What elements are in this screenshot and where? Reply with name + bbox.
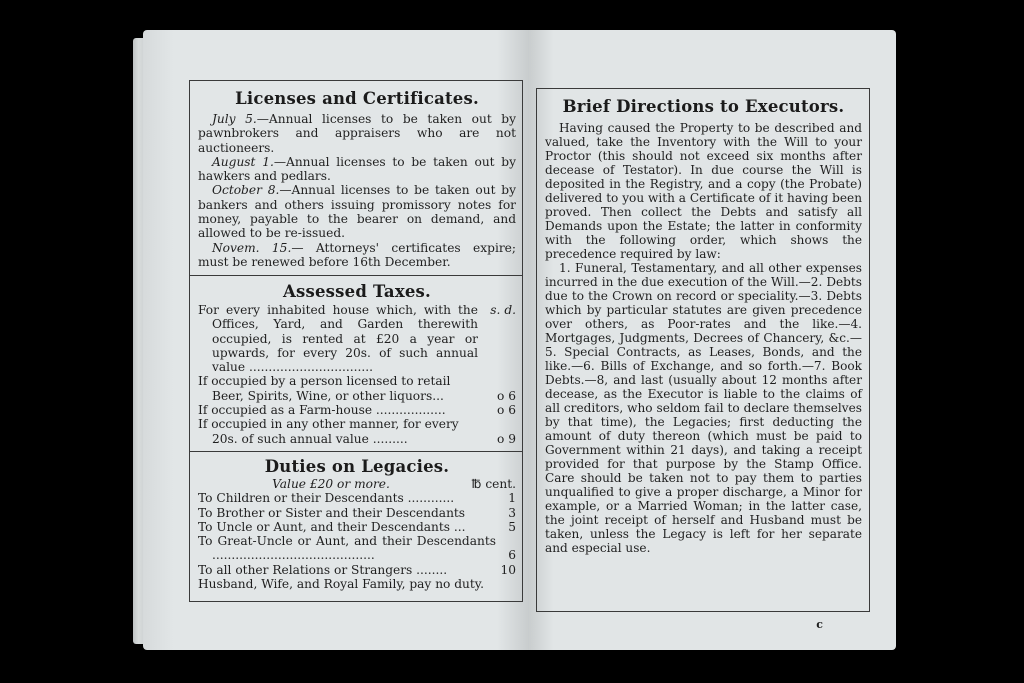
legacy-last-line: Husband, Wife, and Royal Family, pay no duty. — [198, 577, 484, 592]
taxes-title: Assessed Taxes. — [283, 282, 431, 301]
left-page-frame — [189, 80, 523, 602]
tax-row: For every inhabited house which, with the Offices, Yard, and Garden therewith occupied, is rented at £20 a year or upwards, for every 20s. of such annual value ................................ s. d. — [198, 303, 516, 375]
legacy-row: To Uncle or Aunt, and their Descendants ... 5 — [198, 519, 516, 534]
open-book — [133, 30, 897, 652]
executors-paragraph: 1. Funeral, Testamentary, and all other expenses incurred in the due execution of the Will.—2. Debts due to the Crown on record or speciality.—3. Debts which by particular statutes are given precedence over others, as Poor-rates and the like.—4. Mortgages, Judgments, Decrees of Chancery, &c.—5. Special Contracts, as Leases, Bonds, and the like.—6. Bills of Exchange, and so forth.—7. Book Debts.—8, and last (usually about 12 months after decease, as the Executor is liable to the claims of all creditors, who seldom fail to declare themselves by that time), the Legacies; first deducting the amount of duty thereon (which must be paid to Government within 21 days), and taking a receipt provided for that purpose by the Stamp Office. Care should be taken not to pay them to parties unqualified to give a proper discharge, a Minor for example, or a Married Woman; in the latter case, the joint receipt of herself and Husband must be taken, unless the Legacy is left for her separate and especial use. — [545, 261, 862, 555]
per-cent-label: ℔ cent. — [471, 477, 516, 491]
tax-row: If occupied by a person licensed to retail Beer, Spirits, Wine, or other liquors... o 6 — [198, 374, 516, 403]
legacy-row: To Brother or Sister and their Descendants 3 — [198, 505, 516, 520]
executors-paragraph: Having caused the Property to be described and valued, take the Inventory with the Will to your Proctor (this should not exceed six months after decease of Testator). In due course the Will is deposited in the Registry, and a copy (the Probate) delivered to you with a Certificate of it having been proved. Then collect the Debts and satisfy all Demands upon the Estate; the latter in conformity with the following order, which shows the precedence required by law: — [545, 121, 862, 261]
license-entry: Novem. 15.— Attorneys' certificates expire; must be renewed before 16th December. — [198, 240, 516, 269]
licenses-section — [190, 89, 522, 269]
legacies-subtitle: Value £20 or more. — [272, 477, 390, 491]
licenses-title: Licenses and Certificates. — [235, 89, 479, 108]
section-divider — [190, 451, 522, 452]
legacy-row: To Great-Uncle or Aunt, and their Descendants .......................................... 6 — [198, 534, 516, 563]
license-entry: October 8.—Annual licenses to be taken out by bankers and others issuing promissory notes for money, payable to the bearer on demand, and allowed to be re-issued. — [198, 183, 516, 241]
tax-row: If occupied in any other manner, for every 20s. of such annual value ......... o 9 — [198, 417, 516, 446]
executors-title: Brief Directions to Executors. — [562, 97, 845, 116]
assessed-taxes-section — [190, 282, 522, 446]
legacies-title: Duties on Legacies. — [264, 457, 450, 476]
legacy-row: To Children or their Descendants ............ 1 — [198, 491, 516, 506]
license-entry: July 5.—Annual licenses to be taken out by pawnbrokers and appraisers who are not auctioneers. — [198, 112, 516, 155]
section-divider — [190, 275, 522, 276]
executors-section — [537, 97, 869, 555]
signature-mark: c — [816, 618, 823, 631]
tax-row: If occupied as a Farm-house .................. o 6 — [198, 403, 516, 418]
right-page-frame — [536, 88, 870, 612]
legacy-row: To all other Relations or Strangers ........ 10 — [198, 562, 516, 577]
legacies-section — [190, 457, 522, 591]
license-entry: August 1.—Annual licenses to be taken out by hawkers and pedlars. — [198, 154, 516, 184]
